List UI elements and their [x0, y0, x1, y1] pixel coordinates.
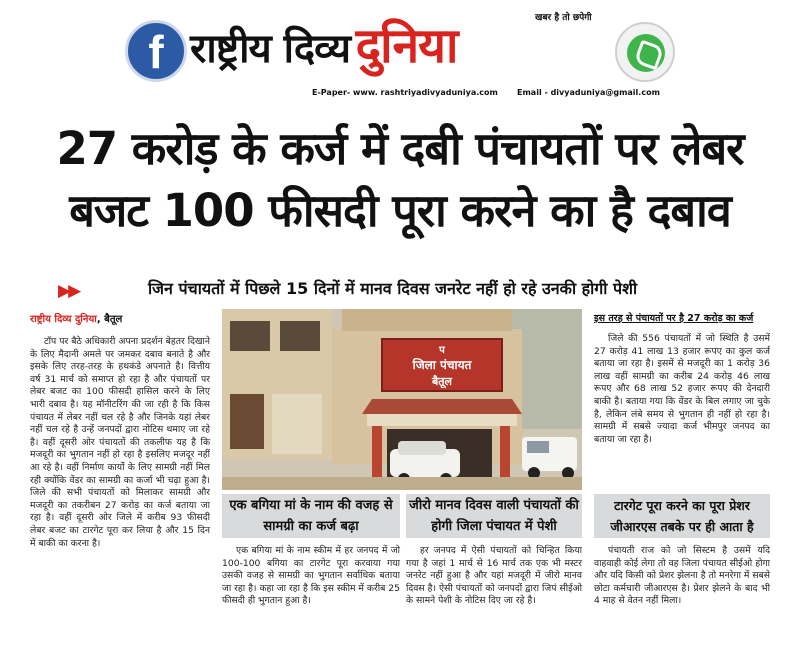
- story-body-target-pressure: [594, 545, 770, 608]
- whatsapp-icon: [615, 22, 675, 82]
- masthead: [0, 0, 800, 105]
- story-body-zero-manav-diwas: [406, 545, 582, 608]
- story-title-zero-manav-diwas: जीरो मानव दिवस वाली पंचायतों की होगी जिला पंचायत में पेशी: [406, 494, 582, 538]
- story-text-target-pressure: पंचायती राज को जो सिस्टम है उसमें यदि वाहवाही कोई लेगा तो वह जिला पंचायत सीईओ होगा और यदि किसी को प्रेशर झेलना है तो मनरेगा में सबसे छोटा कर्मचारी जीआरएस है। प्रेशर झेलने के बाद भी 4 माह से वेतन नहीं मिला।: [594, 545, 770, 607]
- headline-line-2: बजट 100 फीसदी पूरा करने का है दबाव: [69, 184, 731, 237]
- sign-text-1: प: [439, 345, 445, 356]
- brand-part-1: राष्ट्रीय दिव्य: [190, 26, 351, 72]
- story-text-bagiya: एक बगिया मां के नाम स्कीम में हर जनपद में जो 100-100 बगिया का टारगेट पूरा करवाया गया उसकी वजह से सामग्री का भुगतान सर्वाधिक बताया जा रहा है। कहा जा रहा है कि इस स्कीम में करीब 25 फीसदी ही भुगतान हुआ है।: [222, 545, 400, 607]
- facebook-icon: f: [125, 20, 187, 82]
- sign-text-2: जिला पंचायत: [412, 358, 472, 372]
- left-column-text: टॉप पर बैठे अधिकारी अपना प्रदर्शन बेहतर दिखाने के लिए मैदानी अमले पर जमकर दबाव बनाते है और इसके लिए तरह-तरह के हथकंडे अपनाते है। वित्तीय वर्ष 31 मार्च को समाप्त हो रहा है और पंचायतों पर लेबर बजट का 100 फीसदी हासिल करने के लिए भारी दबाव है। यह मॉनीटरिंग की जा रही है कि किस पंचायत में लेबर नहीं चल रहे है और जिनके यहां लेबर नहीं चल रहे है उन्हें जनपदों द्वारा नोटिस थमाए जा रहे है। वहीं दूसरी ओर पंचायतों की तकलीफ यह है कि मजदूरी का भुगतान नहीं हो रहा है इसलिए मजदूर नहीं आ रहे है। वहीं निर्माण कार्यो के लिए सामग्री नहीं मिल रही क्योंकि वेंडर का सामग्री का कर्जा भी चढ़ा हुआ है। जिले की सभी पंचायतों को मिलाकर सामग्री और मजदूरी का तकरीबन 27 करोड़ का कर्ज बताया जा रहा है। वहीं दूसरी ओर जिले में करीब 93 फीसदी लेबर बजट का टारगेट पूरा कर लिया है और 15 दिन में बाकी का करना है।: [30, 336, 210, 549]
- email-address: Email - divyaduniya@gmail.com: [517, 88, 660, 97]
- subheadline: जिन पंचायतों में पिछले 15 दिनों में मानव दिवस जनरेट नहीं हो रहे उनकी होगी पेशी: [148, 279, 638, 298]
- left-column-article: [30, 336, 210, 550]
- subheadline-row: [0, 273, 800, 303]
- sign-text-3: बैतूल: [431, 375, 453, 388]
- byline-city: , बैतूल: [96, 314, 123, 325]
- epaper-url: E-Paper- www. rashtriyadivyaduniya.com: [312, 88, 498, 97]
- zila-panchayat-photo: [222, 309, 582, 490]
- right-column-label: इस तरह से पंचायतों पर है 27 करोड़ का कर्ज: [594, 313, 754, 324]
- story-title-target-pressure: टारगेट पूरा करने का पूरा प्रेशर जीआरएस तबके पर ही आता है: [594, 494, 770, 538]
- story-body-bagiya: [222, 545, 400, 608]
- headline-line-1: 27 करोड़ के कर्ज में दबी पंचायतों पर लेबर: [56, 122, 744, 175]
- main-headline: [0, 118, 800, 242]
- byline-source: राष्ट्रीय दिव्य दुनिया: [30, 314, 97, 325]
- byline: [30, 311, 122, 325]
- right-column-article: [594, 333, 770, 446]
- brand-part-2: दुनिया: [355, 18, 458, 74]
- story-text-zero-manav-diwas: हर जनपद में ऐसी पंचायतों को चिन्हित किया गया है जहां 1 मार्च से 16 मार्च तक एक भी मस्टर जनरेट नहीं हुआ है और यहां मजदूरी में जीरो मानव दिवस है। ऐसी पंचायतों को जनपदों द्वारा जिपं सीईओ के सामने पेशी के नोटिस दिए जा रहे है।: [406, 545, 582, 607]
- story-title-bagiya: एक बगिया मां के नाम की वजह से सामग्री का कर्ज बढ़ा: [222, 494, 400, 538]
- arrow-icon: ▶▶: [58, 281, 79, 301]
- tagline: खबर है तो छपेगी: [535, 13, 592, 23]
- right-column-text: जिले की 556 पंचायतों में जो स्थिति है उसमें 27 करोड़ 41 लाख 13 हजार रूपए का कुल कर्ज बताया जा रहा है। इसमें से मजदूरी का 1 करोड़ 36 लाख वहीं सामग्री का करीब 24 करोड़ 46 लाख रूपए और 68 लाख 52 हजार रूपए की देनदारी बाकी है। बताया गया कि वेंडर के बिल लगाए जा चुके है, लेकिन लंबे समय से भुगतान ही नहीं हो रहा है। सामग्री में सबसे ज्यादा कर्ज भीमपुर जनपद का बताया जा रहा है।: [594, 333, 770, 445]
- newspaper-logo: [190, 12, 615, 88]
